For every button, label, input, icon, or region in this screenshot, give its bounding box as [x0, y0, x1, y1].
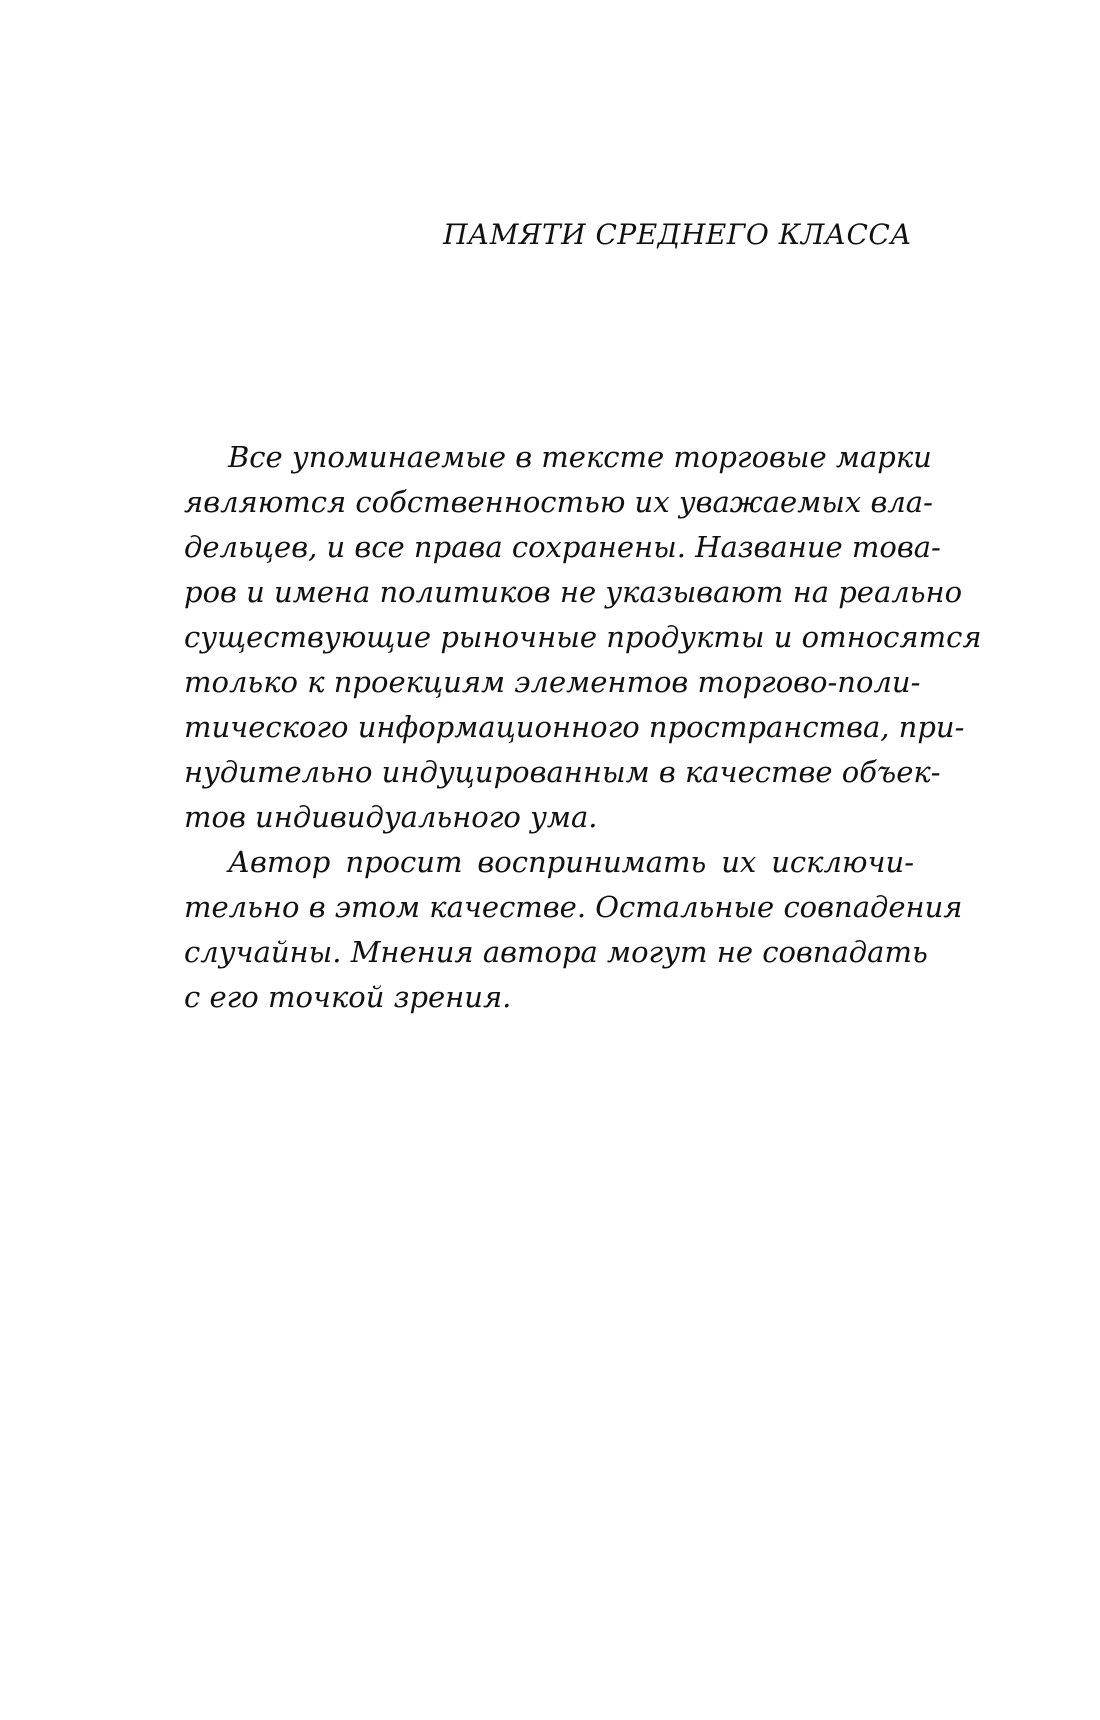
text-line: ров и имена политиков не указывают на реально: [184, 575, 963, 609]
notice-paragraph-1: [184, 435, 982, 840]
text-line: только к проекциям элементов торгово-поли-: [184, 665, 921, 699]
text-line: тельно в этом качестве. Остальные совпадения: [184, 890, 963, 924]
text-line: нудительно индуцированным в качестве объек-: [184, 755, 941, 789]
trademark-notice: [184, 435, 982, 1020]
text-line: дельцев, и все права сохранены. Название това-: [184, 530, 941, 564]
text-line: тического информационного пространства, при-: [184, 710, 965, 744]
text-line: с его точкой зрения.: [184, 980, 512, 1014]
text-line: существующие рыночные продукты и относятся: [184, 620, 982, 654]
notice-paragraph-2: [184, 840, 963, 1020]
dedication-heading: ПАМЯТИ СРЕДНЕГО КЛАССА: [443, 218, 912, 251]
text-line: Автор просит воспринимать их исключи-: [228, 845, 914, 879]
text-line: Все упоминаемые в тексте торговые марки: [228, 440, 932, 474]
text-line: являются собственностью их уважаемых вла-: [184, 485, 933, 519]
text-line: случайны. Мнения автора могут не совпадать: [184, 935, 928, 969]
text-line: тов индивидуального ума.: [184, 800, 598, 834]
